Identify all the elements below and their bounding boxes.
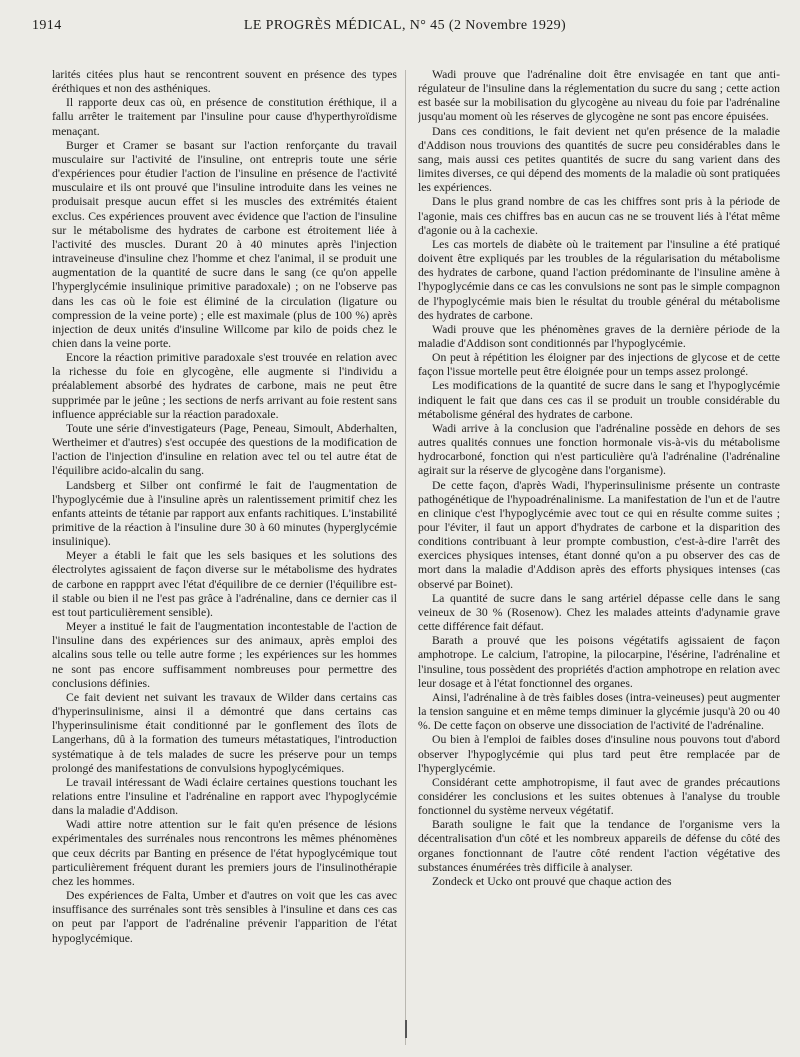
running-header bbox=[32, 18, 778, 42]
paragraph: La quantité de sucre dans le sang artériel dépasse celle dans le sang veineux de 30 % (Rosenow). Chez les malades atteints d'adynamie grave cette différence fait défaut. bbox=[418, 591, 780, 634]
paragraph: Zondeck et Ucko ont prouvé que chaque action des bbox=[432, 874, 672, 888]
column-divider bbox=[405, 70, 406, 1045]
paragraph: Le travail intéressant de Wadi éclaire certaines questions touchant les relations entre l'insuline et l'adrénaline en rapport avec l'hypoglycémie dans la maladie d'Addison. bbox=[52, 775, 397, 818]
paragraph: Meyer a établi le fait que les sels basiques et les solutions des électrolytes agissaient de façon diverse sur le métabolisme des hydrates de carbone en rappprt avec l'état d'équilibre de ce dernier (l'équilibre est-il stable ou bien il ne l'est pas grâce à l'adrénaline, dans ce dernier cas il est tout particulièrement sensible). bbox=[52, 549, 397, 619]
paragraph: Il rapporte deux cas où, en présence de constitution éréthique, il a fallu arrêter le traitement par l'insuline pour cause d'hyperthyroïdisme menaçant. bbox=[52, 96, 397, 138]
paragraph: Burger et Cramer se basant sur l'action renforçante du travail musculaire sur l'activité de l'insuline, ont entrepris toute une série d'expériences pour étudier l'action de l'insuline en présence de l'activité musculaire et ils ont prouvé que l'insuline introduite dans les veines ne produisait presque aucun effet si les muscles des extrémités étaient exclus. Ces expériences prouvent avec évidence que l'action de l'insuline sur le métabolisme des hydrates de carbone est étroitement liée à l'activité des muscles. Durant 20 à 40 minutes après l'injection intraveineuse d'insuline chez l'homme et chez l'animal, il se produit une augmentation de la quantité de sucre dans le sang (ce qu'on appelle l'hyperglycémie insulinique primitive paradoxale) ; on ne l'observe pas dans les cas où le foie est éliminé de la circulation (ligature ou compression de la veine porte) ; elle est maximale (plus de 100 %) après injection de deux unités d'insuline Willcome par kilo de poids chez le chien dans la veine porte. bbox=[52, 138, 397, 350]
paragraph: Les modifications de la quantité de sucre dans le sang et l'hypoglycémie indiquent le fait que dans ces cas il se produit un trouble considérable du métabolisme général des hydrates de carbone. bbox=[418, 379, 780, 421]
page-number: 1914 bbox=[32, 18, 62, 33]
paragraph: Encore la réaction primitive paradoxale s'est trouvée en relation avec la richesse du foie en glycogène, elle augmente si l'individu a préalablement absorbé des hydrates de carbone, mais ne peut être supprimée par le jeûne ; les sections de nerfs arrivant au foie restent sans influence appréciable sur la réaction paradoxale. bbox=[52, 351, 397, 421]
left-column bbox=[52, 68, 397, 1048]
paragraph: Considérant cette amphotropisme, il faut avec de grandes précautions considérer les conclusions et les suites obtenues à l'analyse du trouble fonctionnel du système nerveux végétatif. bbox=[418, 775, 780, 818]
margin-mark bbox=[405, 1020, 407, 1038]
paragraph: Barath souligne le fait que la tendance de l'organisme vers la décentralisation d'un côté et les nombreux appareils de défense du côté des organes fonctionnant de l'autre côté rendent l'action végétative des substances énumérées très difficile à analyser. bbox=[418, 818, 780, 874]
paragraph: Toute une série d'investigateurs (Page, Peneau, Simoult, Abderhalten, Wertheimer et d'autres) s'est occupée des questions de la modification de l'action de l'injection d'insuline en relation avec tel ou tel autre état de l'équilibre acido-alcalin du sang. bbox=[52, 421, 397, 478]
paragraph: Wadi arrive à la conclusion que l'adrénaline possède en dehors de ses autres qualités connues une fonction hormonale vis-à-vis du métabolisme hydrocarboné, fonction qui n'est particulière qu'à l'adrénaline (l'adrénaline agirait sur la réserve de glycogène dans l'organisme). bbox=[418, 421, 780, 478]
paragraph: Ce fait devient net suivant les travaux de Wilder dans certains cas d'hyperinsulinisme, ainsi il a démontré que dans certains cas l'hyperinsulinisme était conditionné par le gonflement des îlots de Langerhans, dû à la formation des tumeurs métastatiques, l'introduction systématique à de tels malades de sucre les préserve pour un temps prolongé des manifestations de convulsions hypoglycémiques. bbox=[52, 690, 397, 775]
paragraph: Meyer a institué le fait de l'augmentation incontestable de l'action de l'insuline dans des expériences sur des animaux, après emploi des alcalins sous telle ou telle autre forme ; les expériences sur les hommes ne sont pas encore suffisamment nombreuses pour permettre des conclusions définies. bbox=[52, 620, 397, 690]
paragraph: Landsberg et Silber ont confirmé le fait de l'augmentation de l'hypoglycémie due à l'insuline après un ralentissement primitif chez les enfants atteints de tétanie par rapport aux enfants rachitiques. L'instabilité primitive de la réaction à l'insuline dure 30 à 60 minutes (hyperglycémie insulinique). bbox=[52, 478, 397, 549]
paragraph: Wadi prouve que l'adrénaline doit être envisagée en tant que anti-régulateur de l'insuline dans la réglementation du sucre du sang ; cette action est basée sur la mobilisation du glycogène au niveau du foie par l'adrénaline jusqu'au moment où les réserves de glycogène ne sont pas encore épuisées. bbox=[418, 68, 780, 124]
paragraph: Barath a prouvé que les poisons végétatifs agissaient de façon amphotrope. Le calcium, l'atropine, la pilocarpine, l'ésérine, l'adrénaline et l'insuline, tous possèdent des propriétés d'action amphotrope en relation avec leur dosage et à l'état fonctionnel des organes. bbox=[418, 634, 780, 690]
right-column bbox=[418, 68, 780, 1048]
paragraph: On peut à répétition les éloigner par des injections de glycose et de cette façon l'issue mortelle peut être éloignée pour un temps assez prolongé. bbox=[418, 351, 780, 379]
paragraph: Dans le plus grand nombre de cas les chiffres sont pris à la période de l'agonie, mais ces chiffres bas en aucun cas ne se trouvent liés à l'état même d'agonie ou à la cachexie. bbox=[418, 195, 780, 237]
paragraph: Ou bien à l'emploi de faibles doses d'insuline nous pouvons tout d'abord observer l'hypoglycémie qui plus tard peut être remplacée par de l'hyperglycémie. bbox=[418, 733, 780, 775]
paragraph: Des expériences de Falta, Umber et d'autres on voit que les cas avec insuffisance des surrénales sont très sensibles à l'insuline et dans ces cas on peut par l'apport de l'adrénaline prévenir l'apparition de l'état hypoglycémique. bbox=[52, 889, 397, 945]
paragraph: Wadi attire notre attention sur le fait qu'en présence de lésions expérimentales des surrénales nous rencontrons les mêmes phénomènes que ceux décrits par Banting en présence de l'état hypoglycémique tout particulièrement fréquent durant les premiers jours de l'insulinothérapie chez les hommes. bbox=[52, 818, 397, 888]
paragraph: larités citées plus haut se rencontrent souvent en présence des types éréthiques et non des asthéniques. bbox=[52, 68, 397, 96]
paragraph: Ainsi, l'adrénaline à de très faibles doses (intra-veineuses) peut augmenter la tension sanguine et en même temps diminuer la glycémie jusqu'à 20 ou 40 %. De cette façon on observe une dissociation de l'activité de l'adrénaline. bbox=[418, 690, 780, 733]
paragraph: Les cas mortels de diabète où le traitement par l'insuline a été pratiqué doivent être expliqués par les troubles de la régularisation du métabolisme des hydrates de carbone, quand l'action prédominante de l'insuline amène à l'hypoglycémie dans ce cas les convulsions ne sont pas le simple compagnon de l'hypoglycémie mais bien le résultat du trouble général du métabolisme des hydrates de carbone. bbox=[418, 237, 780, 322]
paragraph: De cette façon, d'après Wadi, l'hyperinsulinisme présente un contraste pathogénétique de l'hypoadrénalinisme. La manifestation de l'un et de l'autre en clinique c'est l'hypoglycémie avec tout ce qui en résulte comme suites ; pour l'éviter, il faut un apport d'hydrates de carbone et la disparition des conditions contribuant à leur prompte combustion, c'est-à-dire l'arrêt des exercices physiques intenses, étant donné qu'on a pu observer des cas de mort dans la maladie d'Addison après des efforts physiques intenses (cas observé par Boinet). bbox=[418, 478, 780, 591]
paragraph: Dans ces conditions, le fait devient net qu'en présence de la maladie d'Addison nous trouvions des quantités de sucre peu considérables dans le sang, mais aussi ces petites quantités de sucre du sang varient dans des limites diverses, ce qui dépend des moments de la maladie où sont pratiquées les expériences. bbox=[418, 124, 780, 195]
paragraph: Wadi prouve que les phénomènes graves de la dernière période de la maladie d'Addison sont conditionnés par l'hypoglycémie. bbox=[418, 322, 780, 350]
journal-title: LE PROGRÈS MÉDICAL, N° 45 (2 Novembre 1929) bbox=[243, 18, 567, 33]
